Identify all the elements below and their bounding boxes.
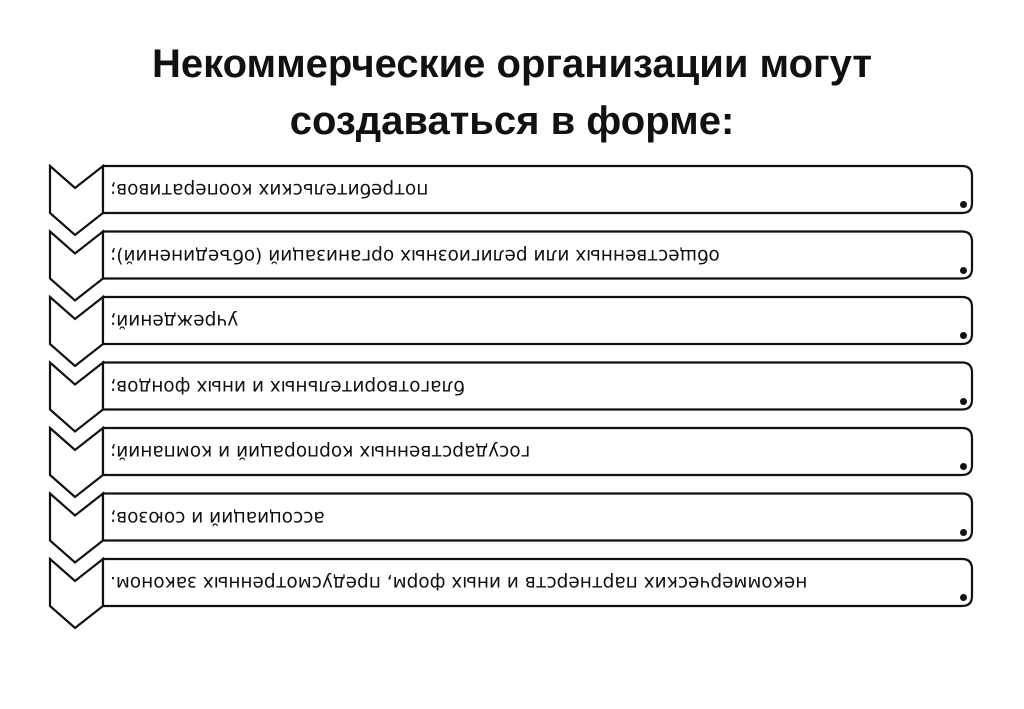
item-text: потребительских кооперативов; [110,179,429,201]
item-text: некоммерческих партнерств и иных форм, предусмотренных законом. [110,572,808,594]
title-line-2: создаваться в форме: [289,99,735,143]
title-line-1: Некоммерческие организации могут [151,42,873,86]
item-text: ассоциаций и союзов; [110,507,325,528]
bullet-icon [960,398,967,405]
bullet-icon [960,267,967,274]
item-text: учреждений; [110,310,239,332]
chevron-icon [50,428,103,497]
item-text: общественных или религиозных организаций (объединений); [110,245,720,266]
bullet-icon [960,529,967,536]
bullet-icon [960,594,967,601]
chevron-icon [50,494,103,563]
item-text: государственных корпораций и компаний; [110,441,531,463]
item-text: благотворительных и иных фондов; [110,376,465,397]
bullet-icon [960,332,967,339]
chevron-icon [50,559,103,628]
chevron-icon [50,166,103,235]
bullet-icon [960,463,967,470]
bullet-icon [960,201,967,208]
chevron-icon [50,297,103,366]
chevron-icon [50,232,103,301]
chevron-icon [50,363,103,432]
